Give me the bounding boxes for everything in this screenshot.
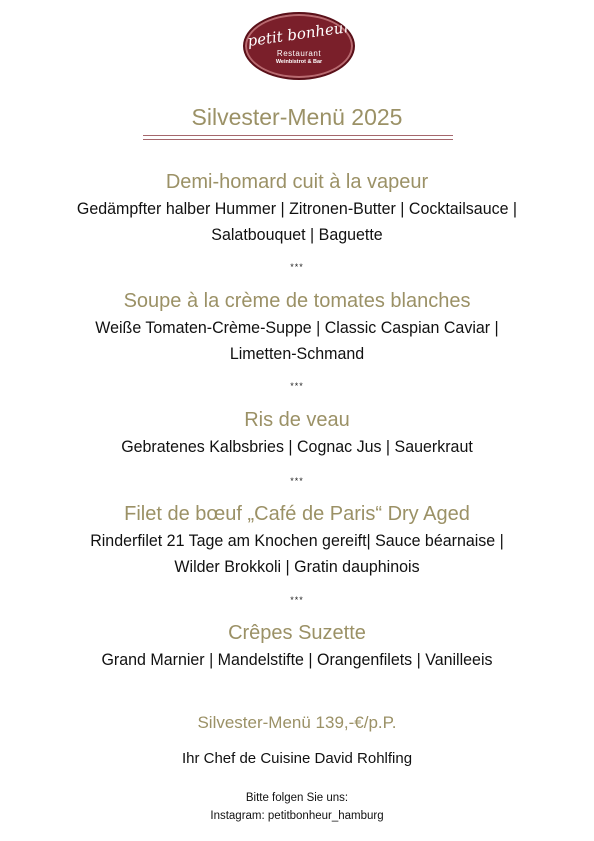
- course-2-title: Soupe à la crème de tomates blanches: [123, 290, 471, 312]
- follow-prompt: Bitte folgen Sie uns:: [245, 792, 349, 804]
- course-5-desc-line-1: Grand Marnier | Mandelstifte | Orangenfilets | Vanilleeis: [101, 651, 493, 670]
- instagram-handle: Instagram: petitbonheur_hamburg: [210, 810, 384, 822]
- course-separator: ***: [290, 595, 304, 605]
- social-follow: [0, 789, 594, 825]
- course-separator: ***: [290, 262, 304, 272]
- course-separator: ***: [290, 381, 304, 391]
- course-3-desc-line-1: Gebratenes Kalbsbries | Cognac Jus | Sauerkraut: [121, 438, 473, 457]
- chef-signature: Ihr Chef de Cuisine David Rohlfing: [181, 750, 413, 767]
- course-2-desc-line-2: Limetten-Schmand: [229, 345, 365, 364]
- restaurant-logo: [243, 12, 355, 80]
- course-1-desc-line-2: Salatbouquet | Baguette: [211, 226, 383, 245]
- menu-title: Silvester-Menü 2025: [191, 104, 403, 130]
- course-4-desc-line-2: Wilder Brokkoli | Gratin dauphinois: [174, 558, 420, 577]
- course-4-title: Filet de bœuf „Café de Paris“ Dry Aged: [124, 503, 470, 525]
- course-3-title: Ris de veau: [244, 409, 350, 431]
- title-divider-bottom: [143, 139, 453, 140]
- course-5-title: Crêpes Suzette: [228, 622, 366, 644]
- logo-script-text: petit bonheur: [246, 17, 352, 51]
- menu-price: Silvester-Menü 139,-€/p.P.: [197, 713, 397, 732]
- title-divider-top: [143, 135, 453, 136]
- logo-restaurant-text: Restaurant: [276, 49, 322, 58]
- logo-tagline-text: Weinbistrot & Bar: [275, 59, 323, 65]
- course-separator: ***: [290, 476, 304, 486]
- course-2-desc-line-1: Weiße Tomaten-Crème-Suppe | Classic Caspian Caviar |: [95, 319, 499, 338]
- course-1-desc-line-1: Gedämpfter halber Hummer | Zitronen-Butter | Cocktailsauce |: [76, 200, 518, 219]
- course-4-desc-line-1: Rinderfilet 21 Tage am Knochen gereift| Sauce béarnaise |: [90, 532, 504, 551]
- course-1-title: Demi-homard cuit à la vapeur: [165, 171, 429, 193]
